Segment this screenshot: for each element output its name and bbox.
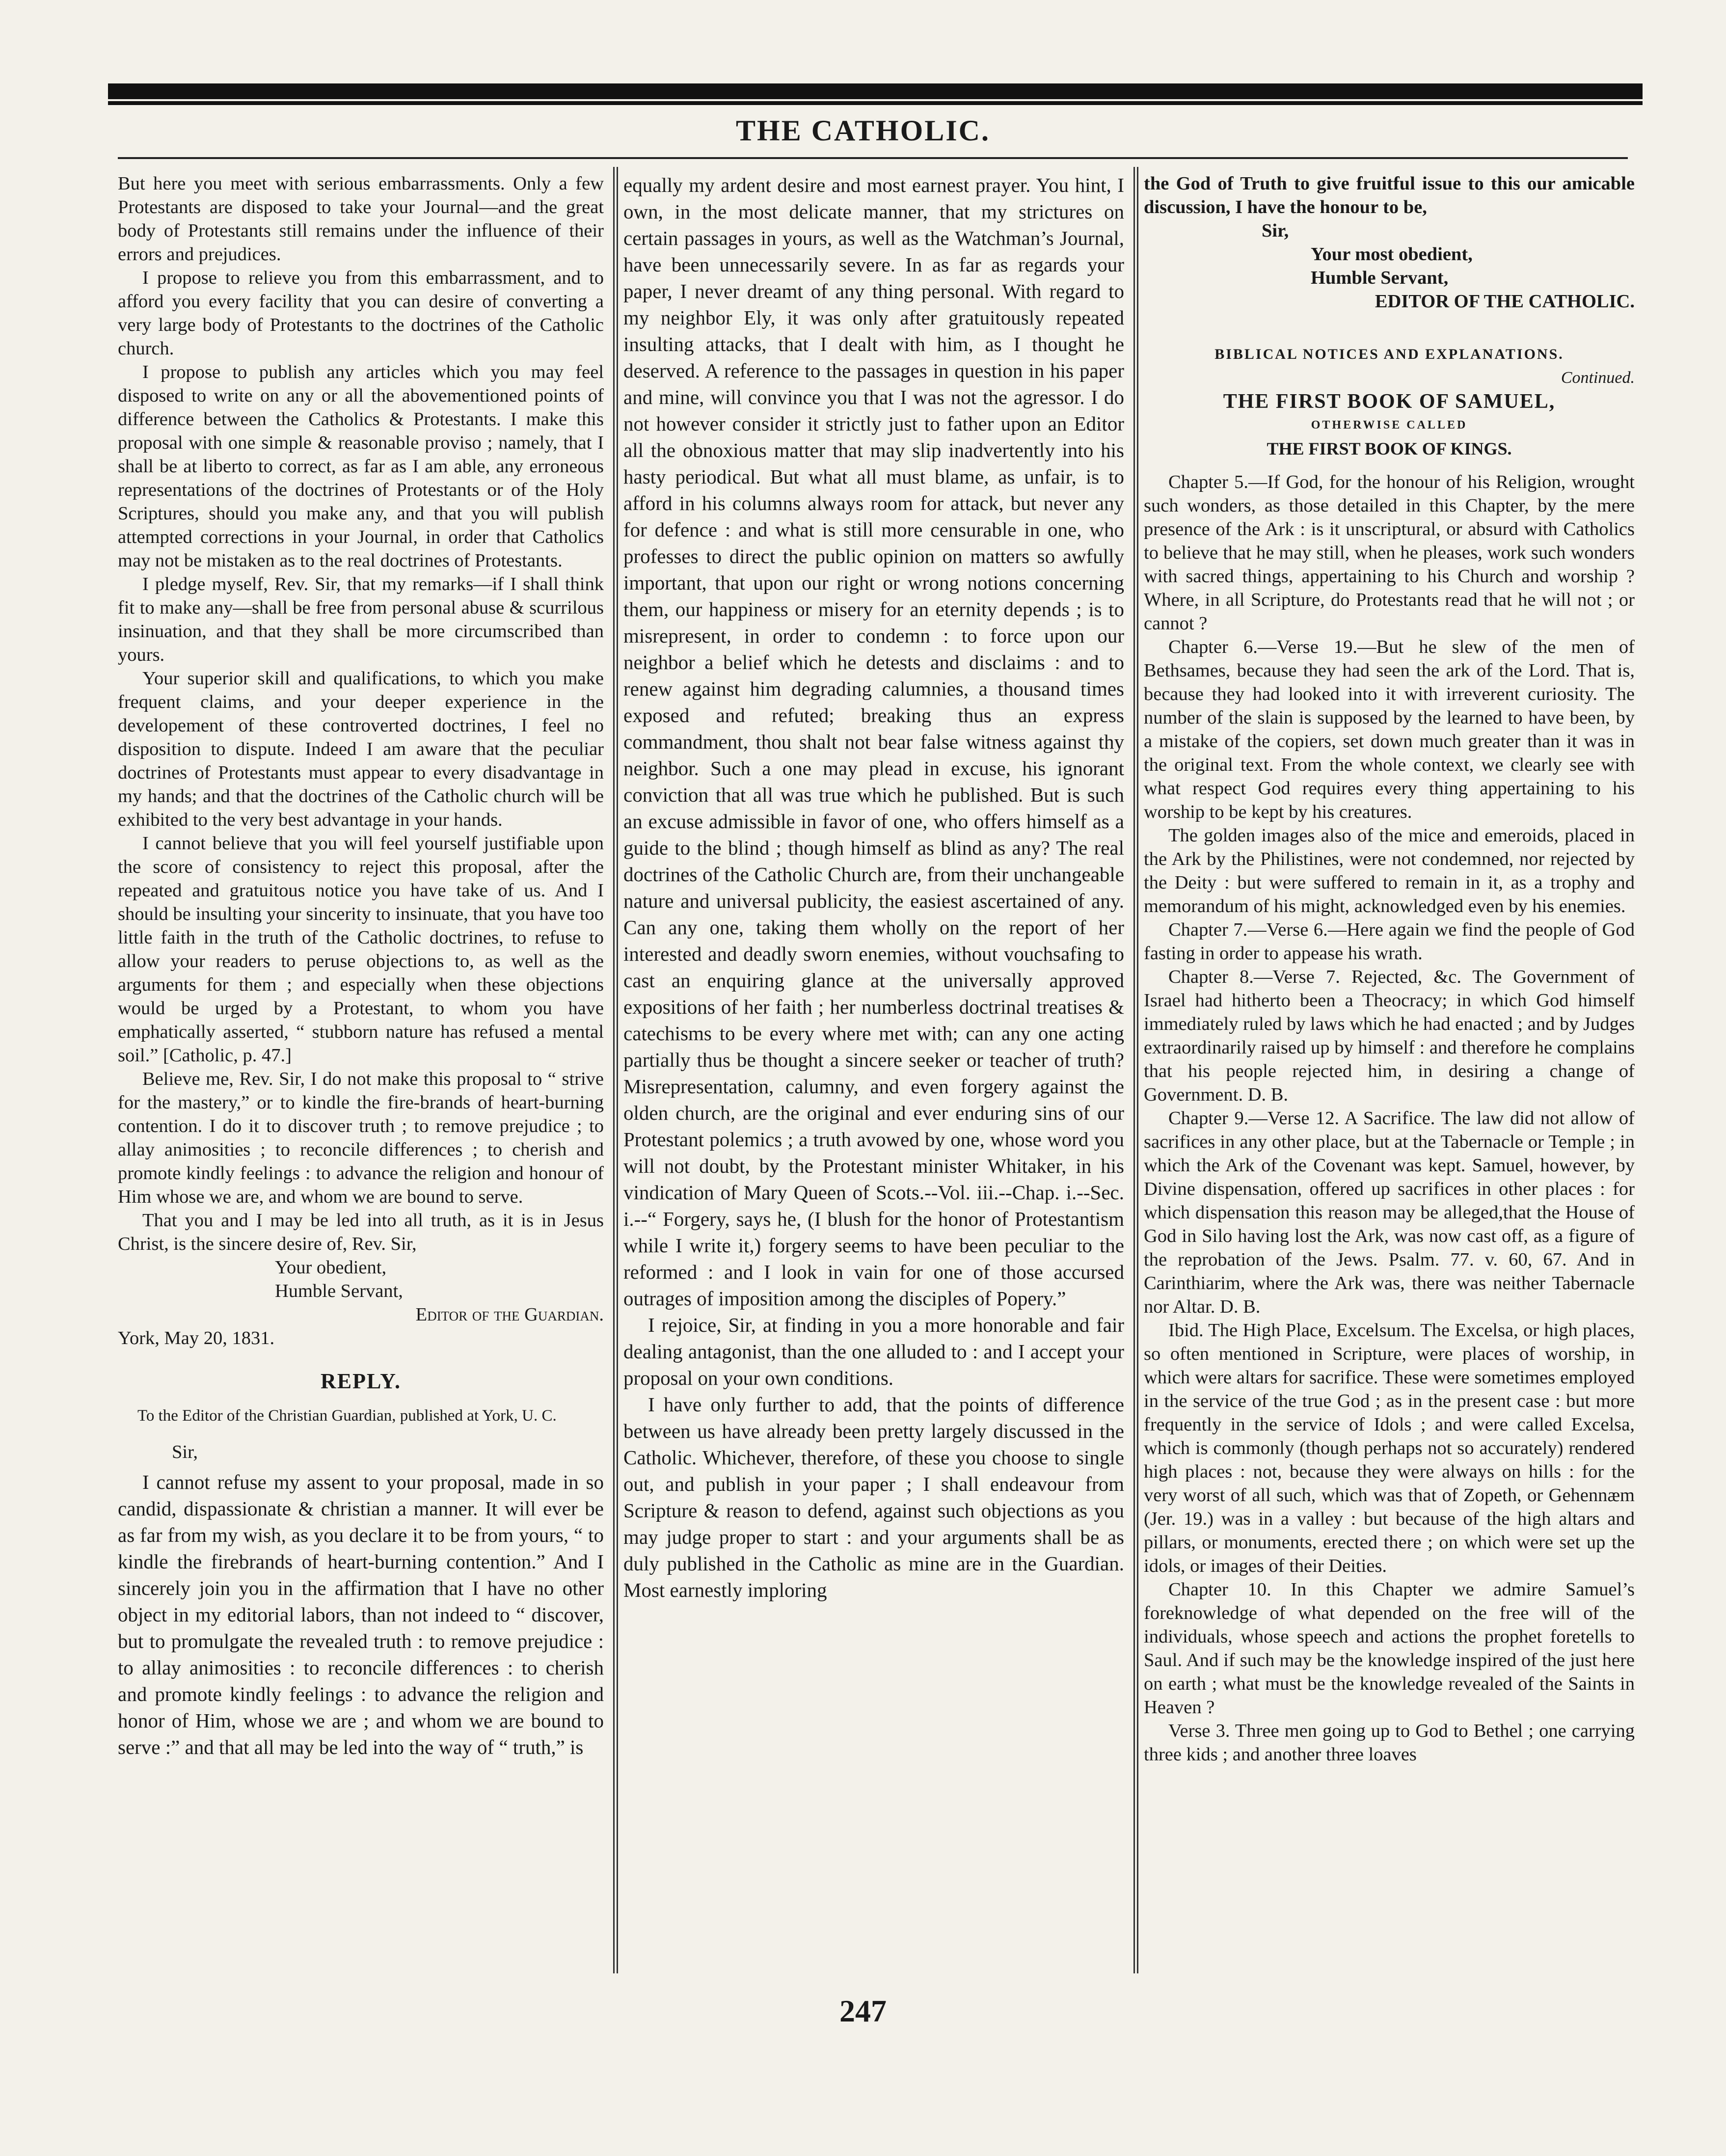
paragraph: Verse 3. Three men going up to God to Bethel ; one carrying three kids ; and another three loaves bbox=[1144, 1721, 1635, 1765]
section-title: BIBLICAL NOTICES AND EXPLANATIONS. bbox=[1214, 346, 1564, 362]
paragraph: Ibid. The High Place, Excelsum. The Excelsa, or high places, so often mentioned in Scripture, were places of worship, in which were altars for sacrifice. These were sometimes employed in the service of the true God ; as in the present case : but more frequently in the service of Idols ; and were called Excelsa, which is commonly (though perhaps not so accurately) rendered high places : not, because they were always on hills : for the very worst of all such, which was that of Zopeth, or Gehennæm (Jer. 19.) was in a valley : but because of the high altars and pillars, or monuments, erected there ; on which were set up the idols, or images of their Deities. bbox=[1144, 1320, 1635, 1576]
paragraph: Chapter 8.—Verse 7. Rejected, &c. The Government of Israel had hitherto been a Theocracy; in which God himself immediately ruled by laws which he had enacted ; and by Judges extraordinarily raised up by himself : and therefore he complains that his people rejected him, in desiring a change of Government. D. B. bbox=[1144, 967, 1635, 1105]
reply-heading: REPLY. bbox=[320, 1369, 402, 1393]
paragraph: equally my ardent desire and most earnest prayer. You hint, I own, in the most delicate manner, that my strictures on certain passages in yours, as well as the Watchman’s Journal, have been unnecessarily severe. In as far as regards your paper, I never dreamt of any thing personal. With regard to my neighbor Ely, it was only after gratuitously repeated insulting attacks, that I dealt with him, as I thought he deserved. A reference to the passages in question in his paper and mine, will convince you that I was not the agressor. I do not however consider it strictly just to father upon an Editor all the obnoxious matter that may slip inadvertently into his hasty periodical. But what all must blame, as unfair, is to afford in his columns always room for attack, but never any for defence : and what is still more censurable in one, who professes to direct the public opinion on matters so awfully important, that upon our right or wrong notions concerning them, our happiness or misery for an eternity depends ; is to misrepresent, in order to condemn : to force upon our neighbor a belief which he detests and disclaims : and to renew against him degrading calumnies, a thousand times exposed and refuted; breaking thus an express commandment, thou shalt not bear false witness against thy neighbor. Such a one may plead in excuse, his ignorant conviction that all was true which he published. But is such an excuse admissible in favor of one, who offers himself as a guide to the blind ; though himself as blind as any? The real doctrines of the Catholic Church are, from their unchangeable nature and universal publicity, the easiest ascertained of any. Can any one, taking them wholly on the report of her interested and deadly sworn enemies, without vouchsafing to cast an enquiring glance at the universally approved expositions of her faith ; her numberless doctrinal treatises & catechisms to be every where met with; can any one acting partially thus be thought a sincere seeker or teacher of truth? Misrepresentation, calumny, and even forgery against the olden church, are the original and ever enduring sins of our Protestant polemics ; a truth avowed by one, whose word you will not doubt, by the Protestant minister Whitaker, in his vindication of Mary Queen of Scots.--Vol. iii.--Chap. i.--Sec. i.--“ Forgery, says he, (I blush for the honor of Protestantism while I write it,) forgery seems to have been peculiar to the reformed : and I look in vain for one of those accursed outrages of imposition among the disciples of Popery.” bbox=[623, 174, 1124, 1310]
column-divider bbox=[613, 167, 615, 1973]
column-1 bbox=[118, 172, 604, 1968]
continued-label: Continued. bbox=[1561, 369, 1635, 387]
paragraph: The golden images also of the mice and emeroids, placed in the Ark by the Philistines, were not condemned, nor rejected by the Deity : but were suffered to remain in it, as a trophy and memorandum of his might, acknowledged even by his enemies. bbox=[1144, 825, 1635, 916]
paragraph: I have only further to add, that the points of difference between us have already been pretty largely discussed in the Catholic. Whichever, therefore, of these you choose to single out, and publish in your paper ; I shall endeavour from Scripture & reason to defend, against such objections as you may judge proper to start : and your arguments shall be as duly published in the Catholic as mine are in the Guardian. Most earnestly imploring bbox=[623, 1393, 1124, 1601]
paragraph: But here you meet with serious embarrassments. Only a few Protestants are disposed to take your Journal—and the great body of Protestants still remains under the influence of their errors and prejudices. bbox=[118, 173, 604, 265]
paragraph: That you and I may be led into all truth, as it is in Jesus Christ, is the sincere desire of, Rev. Sir, bbox=[118, 1210, 604, 1254]
paragraph: I cannot believe that you will feel yourself justifiable upon the score of consistency to reject this proposal, after the repeated and gratuitous notice you have take of us. And I should be insulting your sincerity to insinuate, that you have too little faith in the truth of the Catholic doctrines, to refuse to allow your readers to peruse objections to, as well as the arguments for them ; and especially when these objections would be urged by a Protestant, to whom you have emphatically asserted, “ stubborn nature has refused a mental soil.” [Catholic, p. 47.] bbox=[118, 833, 604, 1066]
paragraph: Chapter 9.—Verse 12. A Sacrifice. The law did not allow of sacrifices in any other place, but at the Tabernacle or Temple ; in which the Ark of the Covenant was kept. Samuel, however, by Divine dispensation, offered up sacrifices in other places : for which dispensation this reason may be alleged,that the House of God in Silo having lost the Ark, was now cast off, as a figure of the reprobation of the Jews. Psalm. 77. v. 60, 67. And in Carinthiarim, where the Ark was, there was neither Tabernacle nor Altar. D. B. bbox=[1144, 1108, 1635, 1317]
paragraph: I propose to relieve you from this embarrassment, and to afford you every facility that you can desire of converting a very large body of Protestants to the doctrines of the Catholic church. bbox=[118, 268, 604, 359]
book-subtitle: OTHERWISE CALLED bbox=[1311, 419, 1468, 431]
reply-salutation: Sir, bbox=[172, 1442, 198, 1462]
paragraph: Chapter 6.—Verse 19.—But he slew of the men of Bethsames, because they had seen the ark of the Lord. That is, because they had looked into it with irreverent curiosity. The number of the slain is supposed by the learned to have been, by a mistake of the copiers, set down much greater than it was in the original text. From the whole context, we clearly see with what respect God requires every thing appertaining to his worship to be kept by his creatures. bbox=[1144, 637, 1635, 822]
paragraph: I rejoice, Sir, at finding in you a more honorable and fair dealing antagonist, than the one alluded to : and I accept your proposal on your own conditions. bbox=[623, 1314, 1124, 1389]
signature-line: Your most obedient, bbox=[1311, 244, 1473, 265]
paragraph: Believe me, Rev. Sir, I do not make this proposal to “ strive for the mastery,” or to kindle the fire-brands of heart-burning contention. I do it to discover truth ; to remove prejudice ; to allay animosities ; to reconcile differences ; to cherish and promote kindly feelings : to advance the religion and honour of Him whose we are, and whom we are bound to serve. bbox=[118, 1069, 604, 1207]
paragraph: Chapter 7.—Verse 6.—Here again we find the people of God fasting in order to appease his wrath. bbox=[1144, 919, 1635, 964]
dateline: York, May 20, 1831. bbox=[118, 1328, 275, 1348]
signature-editor: EDITOR OF THE CATHOLIC. bbox=[1375, 291, 1635, 312]
paragraph: the God of Truth to give fruitful issue to this our amicable discussion, I have the honour to be, bbox=[1144, 173, 1635, 217]
masthead-title: THE CATHOLIC. bbox=[736, 114, 990, 147]
column-3 bbox=[1144, 172, 1635, 1968]
column-divider bbox=[617, 167, 618, 1973]
column-divider bbox=[1137, 167, 1138, 1973]
paragraph: Your superior skill and qualifications, to which you make frequent claims, and your deeper experience in the developement of these controverted doctrines, I feel no disposition to dispute. Indeed I am aware that the peculiar doctrines of Protestants must appear to every disadvantage in my hands; and that the doctrines of the Catholic church will be exhibited to the very best advantage in your hands. bbox=[118, 668, 604, 830]
signature-editor: Editor of the Guardian. bbox=[415, 1304, 604, 1325]
paragraph: I pledge myself, Rev. Sir, that my remarks—if I shall think fit to make any—shall be free from personal abuse & scurrilous insinuation, and that they shall be more circumscribed than yours. bbox=[118, 574, 604, 665]
paragraph: Chapter 5.—If God, for the honour of his Religion, wrought such wonders, as those detailed in this Chapter, by the mere presence of the Ark : is it unscriptural, or absurd with Catholics to believe that he may still, when he pleases, work such wonders with sacred things, appertaining to his Church and worship ? Where, in all Scripture, do Protestants read that he will not ; or cannot ? bbox=[1144, 472, 1635, 634]
paragraph: I cannot refuse my assent to your proposal, made in so candid, dispassionate & christian a manner. It will ever be as far from my wish, as you declare it to be from yours, “ to kindle the firebrands of heart-burning contention.” And I sincerely join you in the affirmation that I have no other object in my editorial labors, than not indeed to “ discover, but to promulgate the revealed truth : to remove prejudice : to allay animosities : to reconcile differences : to cherish and promote kindly feelings : to advance the religion and honor of Him, whose we are ; and whom we are bound to serve :” and that all may be led into the way of “ truth,” is bbox=[118, 1471, 604, 1758]
book-title-alt: THE FIRST BOOK OF KINGS. bbox=[1267, 439, 1512, 458]
paragraph: I propose to publish any articles which you may feel disposed to write on any or all the abovementioned points of difference between the Catholics & Protestants. I make this proposal with one simple & reasonable proviso ; namely, that I shall be at liberto to correct, as far as I am able, any erroneous representations of the doctrines of Protestants or of the Holy Scriptures, should you make any, and that you will publish attempted corrections in your Journal, in order that Catholics may not be mistaken as to the real doctrines of Protestants. bbox=[118, 362, 604, 571]
column-2 bbox=[623, 172, 1124, 1968]
column-divider bbox=[1133, 167, 1135, 1973]
signature-line: Sir, bbox=[1262, 220, 1289, 241]
paragraph: Chapter 10. In this Chapter we admire Samuel’s foreknowledge of what depended on the free will of the individuals, whose speech and actions the prophet foretells to Saul. And if such may be the knowledge inspired of the just here on earth ; what must be the knowledge revealed of the Saints in Heaven ? bbox=[1144, 1579, 1635, 1718]
signature-line: Humble Servant, bbox=[1311, 268, 1449, 288]
book-title: THE FIRST BOOK OF SAMUEL, bbox=[1223, 390, 1556, 413]
signature-line: Humble Servant, bbox=[275, 1281, 403, 1301]
reply-dedication: To the Editor of the Christian Guardian, published at York, U. C. bbox=[137, 1407, 557, 1425]
top-border-rule bbox=[108, 83, 1643, 99]
top-border-rule-thin bbox=[108, 101, 1643, 105]
page-number: 247 bbox=[839, 1994, 887, 2028]
signature-line: Your obedient, bbox=[275, 1257, 387, 1278]
header-rule bbox=[118, 157, 1628, 159]
